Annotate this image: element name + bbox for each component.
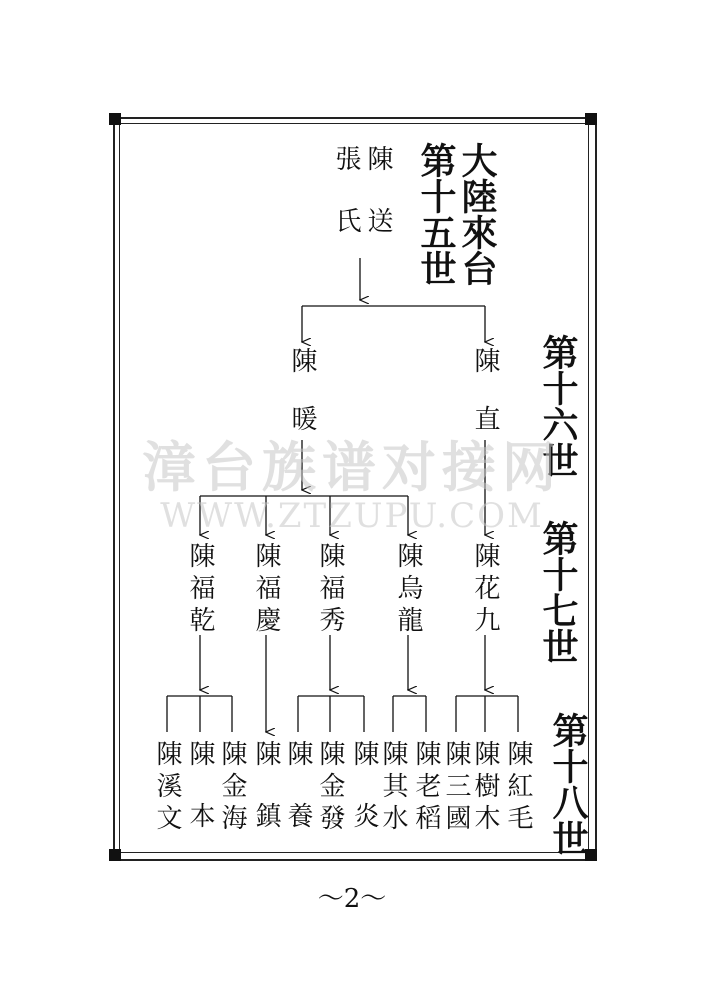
person-gen17: 陳烏龍 [393, 542, 423, 638]
person-gen18: 陳其水 [378, 740, 408, 836]
person-gen16: 陳暖 [287, 347, 317, 463]
generation-18-label: 第十八世 [547, 712, 589, 856]
page-number: ～2～ [317, 884, 387, 914]
person-gen18: 陳溪文 [152, 740, 182, 836]
person-gen18: 陳三國 [441, 740, 471, 836]
person-gen18: 陳金海 [217, 740, 247, 836]
person-gen18: 陳本 [185, 740, 215, 864]
generation-16-label: 第十六世 [537, 334, 579, 478]
person-gen18: 陳樹木 [470, 740, 500, 836]
person-gen18: 陳鎮 [251, 740, 281, 864]
watermark-line1: 漳台族谱对接网 [142, 436, 562, 499]
person-gen17: 陳福慶 [251, 542, 281, 638]
origin-title: 大陸來台 [456, 142, 498, 286]
watermark-line2: WWW.ZTZUPU.COM [160, 496, 544, 536]
person-gen16: 陳直 [470, 347, 500, 463]
person-gen18: 陳養 [283, 740, 313, 864]
person-gen18: 陳炎 [349, 740, 379, 864]
person-gen18: 陳紅毛 [503, 740, 533, 836]
generation-17-label: 第十七世 [537, 520, 579, 664]
ancestor-name: 陳送 [363, 145, 393, 269]
person-gen17: 陳福秀 [315, 542, 345, 638]
person-gen17: 陳花九 [470, 542, 500, 638]
person-gen18: 陳金發 [315, 740, 345, 836]
person-gen17: 陳福乾 [185, 542, 215, 638]
person-gen18: 陳老稻 [411, 740, 441, 836]
ancestor-spouse: 張氏 [331, 145, 361, 269]
generation-15-label: 第十五世 [415, 142, 457, 286]
